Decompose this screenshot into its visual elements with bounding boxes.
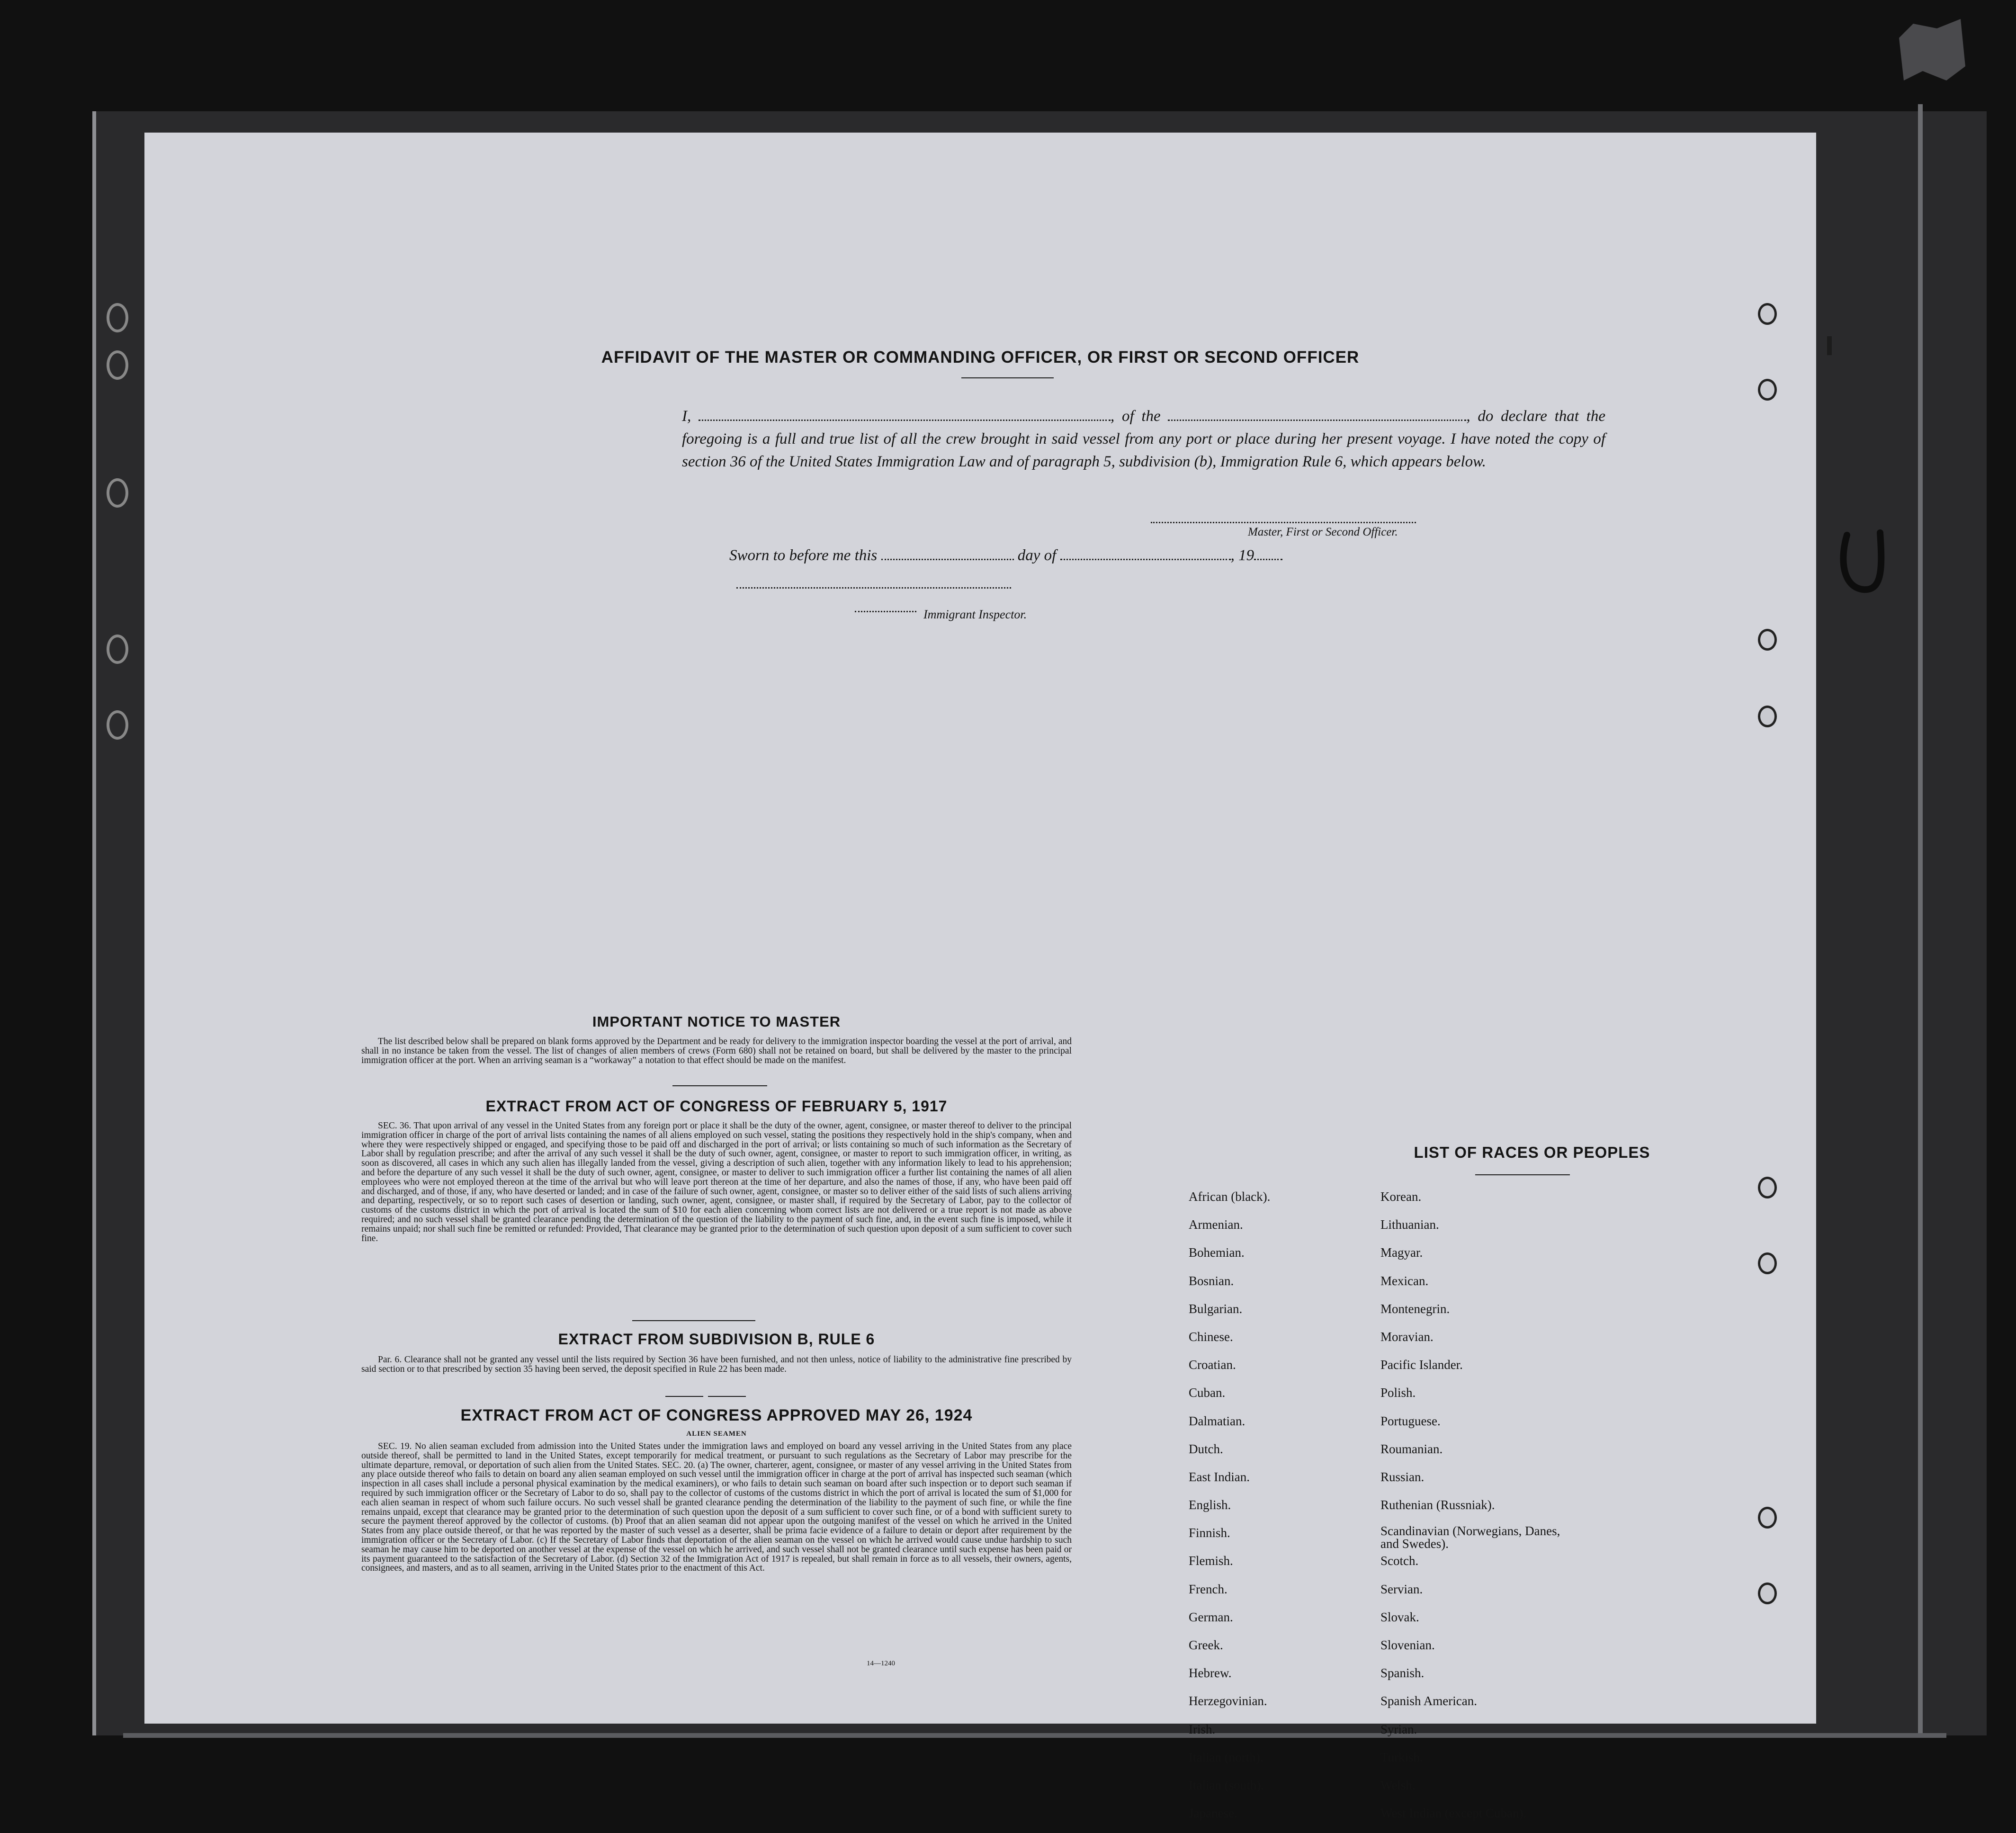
master-label: Master, First or Second Officer. [1248, 526, 1398, 538]
act-1917-title: EXTRACT FROM ACT OF CONGRESS OF FEBRUARY 5, 1917 [485, 1098, 948, 1115]
act-1924-title: EXTRACT FROM ACT OF CONGRESS APPROVED MAY 26, 1924 [460, 1406, 973, 1424]
sworn-day-field[interactable] [881, 559, 1014, 560]
binder-ring [107, 350, 128, 380]
race-item: Servian. [1380, 1582, 1423, 1596]
binder-rings [95, 303, 128, 824]
race-item: Mexican. [1380, 1273, 1429, 1288]
race-item: Dutch. [1189, 1441, 1223, 1456]
year-prefix: , 19 [1230, 547, 1254, 564]
race-item: Finnish. [1189, 1526, 1230, 1540]
rule6-rule-a [665, 1396, 703, 1397]
act-1917-text: SEC. 36. That upon arrival of any vessel in the United States from any foreign port or place it shall be the duty of the owner, agent, consignee, or master thereof to deliver to the principal immigration officer in charge of the port of arrival lists containing the names of all aliens employed on such vessel, stating the positions they respectively hold in the ship's company, when and where they were respectively shipped or engaged, and specifying those to be paid off and discharged in the port of arrival; or lists containing so much of such information as the Secretary of Labor shall by regulation prescribe; and after the arrival of any such vessel it shall be the duty of such owner, agent, consignee, or master to report to such immigration officer, in writing, as soon as discovered, all cases in which any such alien has illegally landed from the vessel, giving a description of such alien, together with any information likely to lead to his apprehension; and before the departure of any such vessel it shall be the duty of such owner, agent, consignee, or master to deliver to such immigration officer a further list containing the names of all alien employees who were not employed thereon at the time of the arrival but who will leave port thereon at the time of her departure, and also the names of those, if any, who have been paid off and discharged, and of those, if any, who have deserted or landed; and in case of the failure of such owner, agent, consignee, or master so to deliver either of the said lists of such aliens arriving and departing, respectively, or so to report such cases of desertion or landing, such owner, agent, consignee, or master shall, if required by the Secretary of Labor, pay to the collector of customs of the customs district in which the port of arrival is located the sum of $10 for each alien concerning whom correct lists are not delivered or a true report is not made as above required; and no such vessel shall be granted clearance pending the determination of the question of the liability to the payment of such fine, and, in the event such fine is imposed, while it remains unpaid; nor shall such fine be remitted or refunded: Provided, That clearance may be granted prior to the determination of such question upon deposit of a sum sufficient to cover such fine. [361, 1121, 1072, 1243]
race-item: Spanish. [1380, 1666, 1425, 1681]
race-item: Montenegrin. [1380, 1301, 1450, 1316]
affidavit-of-the: , of the [1110, 408, 1161, 425]
inspector-signature-lead [855, 611, 916, 612]
rule6-title: EXTRACT FROM SUBDIVISION B, RULE 6 [558, 1331, 875, 1348]
punch-hole [1758, 303, 1777, 325]
races-left-column [1189, 1189, 1369, 1833]
race-item: Scotch. [1380, 1554, 1419, 1568]
notice-text: The list described below shall be prepared on blank forms approved by the Department and be ready for delivery to the immigration inspector boarding the vessel at the port of arrival, and shall in no instance be taken from the vessel. The list of changes of alien members of crews (Form 680) shall not be retained on board, but shall be delivered by the master to the principal immigration officer at the port. When an arriving seaman is a “workaway” a notation to that effect should be made on the manifest. [361, 1037, 1072, 1065]
races-right-column [1380, 1189, 1570, 1833]
race-item: Cuban. [1189, 1386, 1226, 1400]
pen-mark [1827, 336, 1832, 355]
race-item: Magyar. [1380, 1245, 1423, 1260]
act-1924-subtitle: ALIEN SEAMEN [686, 1430, 747, 1438]
binder-ring [107, 635, 128, 664]
act-1917-rule [632, 1320, 755, 1321]
race-item: Herzegovinian. [1189, 1694, 1267, 1708]
vessel-field[interactable] [1168, 420, 1466, 421]
punch-hole [1758, 1252, 1777, 1274]
race-item: Spanish American. [1380, 1694, 1477, 1708]
binder-ring [107, 710, 128, 740]
race-item: Slovenian. [1380, 1638, 1435, 1652]
race-item: Japanese. [1189, 1806, 1237, 1821]
sworn-month-field[interactable] [1060, 559, 1231, 560]
race-item: Hebrew. [1189, 1666, 1232, 1681]
affidavit-i: I, [682, 408, 691, 425]
race-item: Slovak. [1380, 1609, 1419, 1624]
race-item: Turkish. [1380, 1750, 1423, 1764]
race-item: East Indian. [1189, 1469, 1250, 1484]
race-item: Bosnian. [1189, 1273, 1234, 1288]
race-item: Welsh. [1380, 1778, 1416, 1792]
name-field[interactable] [699, 420, 1111, 421]
punch-hole [1758, 1507, 1777, 1529]
race-item: Pacific Islander. [1380, 1358, 1463, 1372]
race-item: Italian (south). [1189, 1778, 1264, 1792]
act-1924-text: SEC. 19. No alien seaman excluded from admission into the United States under the immigration laws and employed on board any vessel arriving in the United States from any place outside thereof, shall be permitted to land in the United States, except temporarily for medical treatment, or pursuant to such regulations as the Secretary of Labor may prescribe for the ultimate departure, removal, or deportation of such alien from the United States. SEC. 20. (a) The owner, charterer, agent, consignee, or master of any vessel arriving in the United States from any place outside thereof who fails to detain on board any alien seaman employed on such vessel until the immigration officer in charge at the port of arrival has inspected such seaman (which inspection in all cases shall include a personal physical examination by the medical examiners), or who fails to detain such seaman on board after such inspection or to deport such seaman if required by such immigration officer or the Secretary of Labor to do so, shall pay to the collector of customs of the customs district in which the port of arrival is located the sum of $1,000 for each alien seaman in respect of whom such failure occurs. No such vessel shall be granted clearance pending the determination of the liability to the payment of such fine, or while the fine remains unpaid, except that clearance may be granted prior to the determination of such question upon the deposit of a sum sufficient to cover such fine, or of a bond with sufficient surety to secure the payment thereof approved by the collector of customs. (b) Proof that an alien seaman did not appear upon the outgoing manifest of the vessel on which he arrived in the United States from any place outside thereof, or that he was reported by the master of such vessel as a deserter, shall be prima facie evidence of a failure to detain or deport after requirement by the immigration officer or the Secretary of Labor. (c) If the Secretary of Labor finds that deportation of the alien seaman on the vessel on which he arrived would cause undue hardship to such seaman he may cause him to be deported on another vessel at the expense of the vessel on which he arrived, and such vessel shall not be granted clearance until such expense has been paid or its payment guaranteed to the satisfaction of the Secretary of Labor. (d) Section 32 of the Immigration Act of 1917 is repealed, but shall remain in force as to all vessels, their owners, agents, consignees, and masters, and as to all seamen, arriving in the United States prior to the enactment of this Act. [361, 1441, 1072, 1574]
race-item: Polish. [1380, 1386, 1416, 1400]
race-item: Moravian. [1380, 1329, 1434, 1344]
race-item: Korean. [1380, 1189, 1422, 1204]
punch-hole [1758, 1583, 1777, 1604]
race-item: Russian. [1380, 1469, 1425, 1484]
day-of-label: day of [1017, 547, 1057, 564]
race-item: Flemish. [1189, 1554, 1233, 1568]
sworn-prefix: Sworn to before me this [729, 547, 878, 564]
affidavit-declaration [682, 405, 1605, 473]
affidavit-title: AFFIDAVIT OF THE MASTER OR COMMANDING OFFICER, OR FIRST OR SECOND OFFICER [601, 348, 1360, 367]
race-item: Chinese. [1189, 1329, 1233, 1344]
page-edge-right [1918, 104, 1923, 1733]
race-item: Irish. [1189, 1722, 1216, 1736]
race-item: Bulgarian. [1189, 1301, 1243, 1316]
binder-ring [107, 303, 128, 332]
race-item: Scandinavian (Norwegians, Danes, and Swedes). [1380, 1524, 1560, 1551]
race-item: Syrian. [1380, 1722, 1417, 1736]
inspector-label: Immigrant Inspector. [923, 608, 1027, 621]
inspector-signature-field[interactable] [736, 587, 1011, 589]
binder-ring [107, 478, 128, 508]
race-item: Ruthenian (Russniak). [1380, 1498, 1495, 1512]
rule6-rule-b [708, 1396, 746, 1397]
affidavit-do-declare: , do declare [1466, 408, 1547, 425]
races-title: LIST OF RACES OR PEOPLES [1414, 1144, 1650, 1161]
sworn-year-field[interactable] [1254, 559, 1282, 560]
master-signature-field[interactable] [1151, 522, 1416, 523]
torn-corner [1894, 19, 1965, 85]
declaration-text: that the foregoing is a full and true list of all the crew brought in said vessel from any port or place during her present voyage. I have noted the copy of section 36 of the United States Immigration Law and of paragraph 5, subdivision (b), Immigration Rule 6, which appears below. [682, 408, 1605, 470]
race-item: Lithuanian. [1380, 1217, 1439, 1232]
punch-hole [1758, 629, 1777, 651]
page-edge-bottom [123, 1733, 1946, 1738]
race-item: English. [1189, 1498, 1231, 1512]
race-item: Bohemian. [1189, 1245, 1245, 1260]
race-item: French. [1189, 1582, 1228, 1596]
punch-hole [1758, 706, 1777, 727]
races-rule [1475, 1174, 1570, 1175]
handwritten-u-mark [1837, 526, 1890, 601]
punch-hole [1758, 1177, 1777, 1198]
race-item: West Indian (except Cuban). [1380, 1806, 1527, 1821]
race-item: German. [1189, 1609, 1233, 1624]
form-sheet [144, 133, 1816, 1821]
rule6-text: Par. 6. Clearance shall not be granted any vessel until the lists required by Section 36 have been furnished, and not then unless, notice of liability to the administrative fine prescribed by said section or to that prescribed by section 35 having been served, the deposit specified in Rule 22 has been made. [361, 1355, 1072, 1374]
race-item: Italian (north). [1189, 1750, 1263, 1764]
notice-title: IMPORTANT NOTICE TO MASTER [592, 1013, 841, 1030]
title-rule [961, 377, 1054, 378]
race-item: Roumanian. [1380, 1441, 1443, 1456]
race-item: Croatian. [1189, 1358, 1236, 1372]
race-item: Portuguese. [1380, 1413, 1441, 1428]
notice-rule [672, 1085, 767, 1086]
race-item: Armenian. [1189, 1217, 1243, 1232]
race-item: African (black). [1189, 1189, 1271, 1204]
race-item: Dalmatian. [1189, 1413, 1245, 1428]
race-item: Greek. [1189, 1638, 1223, 1652]
punch-hole [1758, 379, 1777, 401]
sworn-line [729, 547, 1282, 564]
form-number: 14—1240 [867, 1660, 895, 1667]
